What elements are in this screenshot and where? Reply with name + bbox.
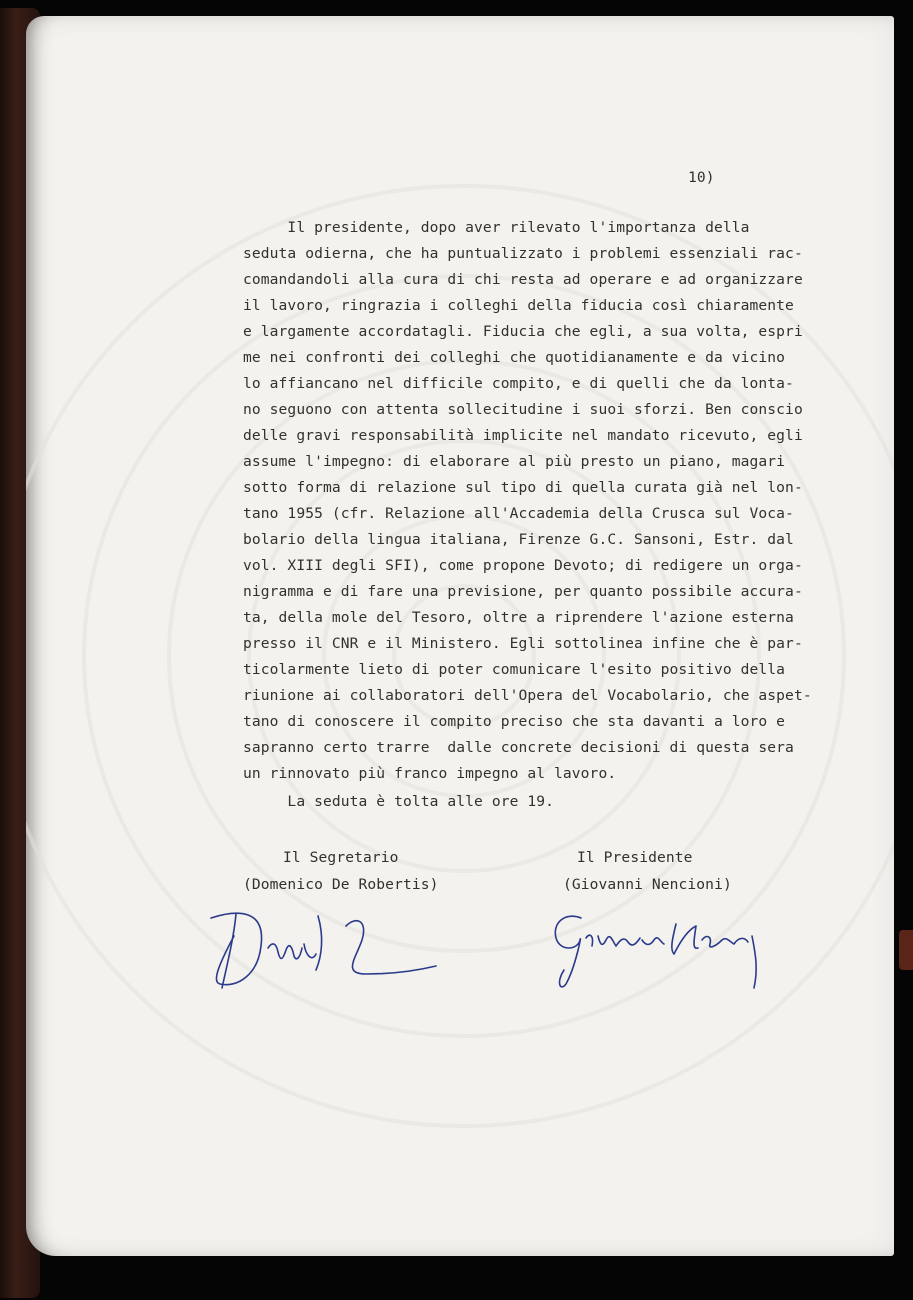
- body-line: ta, della mole del Tesoro, oltre a riprendere l'azione esterna: [243, 609, 794, 626]
- body-line: presso il CNR e il Ministero. Egli sottolinea infine che è par-: [243, 635, 803, 652]
- body-line: assume l'impegno: di elaborare al più presto un piano, magari: [243, 453, 786, 470]
- book-cover-edge-right: [899, 930, 913, 970]
- body-line: Il presidente, dopo aver rilevato l'importanza della: [243, 219, 750, 236]
- body-line: il lavoro, ringrazia i colleghi della fiducia così chiaramente: [243, 297, 794, 314]
- body-line: un rinnovato più franco impegno al lavoro.: [243, 765, 617, 782]
- body-line: e largamente accordatagli. Fiducia che egli, a sua volta, espri: [243, 323, 803, 340]
- page-number: 10): [688, 169, 715, 186]
- president-name: (Giovanni Nencioni): [563, 876, 732, 893]
- body-line: vol. XIII degli SFI), come propone Devoto; di redigere un orga-: [243, 557, 803, 574]
- body-line: delle gravi responsabilità implicite nel mandato ricevuto, egli: [243, 427, 803, 444]
- closing-line: La seduta è tolta alle ore 19.: [243, 793, 555, 810]
- body-line: sotto forma di relazione sul tipo di quella curata già nel lon-: [243, 479, 803, 496]
- secretary-title: Il Segretario: [283, 849, 399, 866]
- body-line: ticolarmente lieto di poter comunicare l'esito positivo della: [243, 661, 786, 678]
- body-line: sapranno certo trarre dalle concrete decisioni di questa sera: [243, 739, 794, 756]
- president-signature: [526, 896, 766, 996]
- body-line: tano di conoscere il compito preciso che sta davanti a loro e: [243, 713, 786, 730]
- body-line: nigramma e di fare una previsione, per quanto possibile accura-: [243, 583, 803, 600]
- document-page: [26, 16, 894, 1256]
- secretary-signature: [206, 896, 446, 996]
- body-line: riunione ai collaboratori dell'Opera del Vocabolario, che aspet-: [243, 687, 812, 704]
- president-title: Il Presidente: [577, 849, 693, 866]
- body-line: lo affiancano nel difficile compito, e di quelli che da lonta-: [243, 375, 794, 392]
- body-line: no seguono con attenta sollecitudine i suoi sforzi. Ben conscio: [243, 401, 803, 418]
- secretary-name: (Domenico De Robertis): [243, 876, 439, 893]
- body-line: me nei confronti dei colleghi che quotidianamente e da vicino: [243, 349, 786, 366]
- body-line: tano 1955 (cfr. Relazione all'Accademia della Crusca sul Voca-: [243, 505, 794, 522]
- body-line: comandandoli alla cura di chi resta ad operare e ad organizzare: [243, 271, 803, 288]
- body-line: seduta odierna, che ha puntualizzato i problemi essenziali rac-: [243, 245, 803, 262]
- body-line: bolario della lingua italiana, Firenze G.C. Sansoni, Estr. dal: [243, 531, 794, 548]
